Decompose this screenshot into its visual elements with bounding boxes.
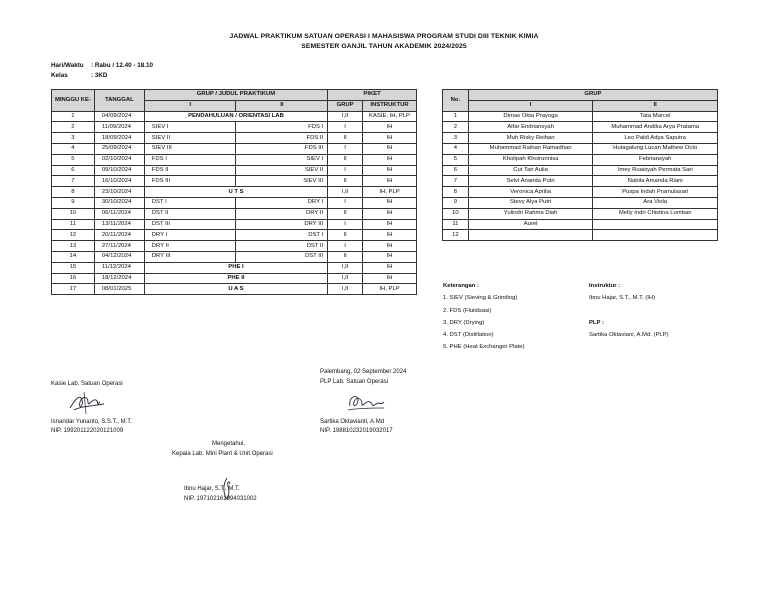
group-row	[443, 208, 718, 219]
group-no-cell: 3	[443, 133, 469, 144]
schedule-row	[52, 262, 417, 273]
piket-instruktur-cell: IH	[363, 122, 417, 133]
schedule-row	[52, 219, 417, 230]
grup-i-cell: DST II	[144, 208, 236, 219]
group-i-member-cell: Muh Risky Reihan	[468, 133, 593, 144]
hari-waktu-label: Hari/Waktu	[51, 62, 84, 69]
group-no-cell: 5	[443, 154, 469, 165]
group-ii-member-cell: Tata Marcel	[593, 111, 718, 122]
tanggal-cell: 04/09/2024	[94, 111, 144, 122]
tanggal-cell: 08/01/2025	[94, 284, 144, 295]
piket-grup-cell: I	[328, 122, 363, 133]
group-ii-member-cell: Melly Indri Chistina Lumban	[593, 208, 718, 219]
grup-ii-cell: DST II	[236, 241, 328, 252]
group-row	[443, 122, 718, 133]
schedule-row	[52, 284, 417, 295]
piket-grup-cell: I	[328, 143, 363, 154]
schedule-row	[52, 143, 417, 154]
grup-i-cell: DRY II	[144, 241, 236, 252]
col-minggu: MINGGU KE-	[52, 90, 95, 112]
group-i-member-cell	[468, 230, 593, 241]
col-piket: PIKET	[328, 90, 417, 101]
grup-ii-cell: DRY I	[236, 197, 328, 208]
schedule-row	[52, 230, 417, 241]
group-no-cell: 7	[443, 176, 469, 187]
grup-ii-cell: DRY II	[236, 208, 328, 219]
piket-grup-cell: I	[328, 197, 363, 208]
place-date: Palembang, 02 September 2024	[320, 369, 407, 375]
schedule-table	[51, 89, 417, 295]
group-row	[443, 133, 718, 144]
minggu-cell: 1	[52, 111, 95, 122]
plp-signature-icon	[344, 390, 388, 416]
grup-i-cell: FDS I	[144, 154, 236, 165]
group-row	[443, 165, 718, 176]
tanggal-cell: 25/09/2024	[94, 143, 144, 154]
col-piket-instruktur: INSTRUKTUR	[363, 100, 417, 111]
piket-instruktur-cell: IH	[363, 154, 417, 165]
group-i-member-cell: Selvi Ananda Putri	[468, 176, 593, 187]
tanggal-cell: 18/09/2024	[94, 133, 144, 144]
legend-item: 3. DRY (Drying)	[443, 319, 485, 326]
col-no: No.	[443, 90, 469, 112]
grup-ii-cell: DRY III	[236, 219, 328, 230]
minggu-cell: 5	[52, 154, 95, 165]
legend-item: 1. SIEV (Sieving & Grinding)	[443, 295, 518, 302]
group-row	[443, 187, 718, 198]
minggu-cell: 11	[52, 219, 95, 230]
minggu-cell: 12	[52, 230, 95, 241]
plp-value: Sartika Oktaviani, A.Md. (PLP)	[589, 332, 669, 339]
group-ii-member-cell	[593, 230, 718, 241]
tanggal-cell: 09/10/2024	[94, 165, 144, 176]
group-i-member-cell: Aurel	[468, 219, 593, 230]
group-i-member-cell: Muhammad Raihan Ramadhan	[468, 143, 593, 154]
group-no-cell: 11	[443, 219, 469, 230]
tanggal-cell: 11/09/2024	[94, 122, 144, 133]
grup-ii-cell: FDS II	[236, 133, 328, 144]
plp-name: Sartika Oktavianti, A.Md	[320, 419, 385, 425]
legend	[443, 280, 525, 354]
piket-instruktur-cell: IH	[363, 251, 417, 262]
tanggal-cell: 18/12/2024	[94, 273, 144, 284]
grup-ii-cell: SIEV III	[236, 176, 328, 187]
group-ii-member-cell: Hutagalung Lucan Mathew Octo	[593, 143, 718, 154]
schedule-row	[52, 187, 417, 198]
judul-span-cell: PHE I	[144, 262, 327, 273]
mengetahui-label: Mengetahui,	[212, 441, 246, 447]
groups-table	[442, 89, 718, 241]
group-i-member-cell: Alfar Endriansyah	[468, 122, 593, 133]
piket-grup-cell: I	[328, 165, 363, 176]
hari-waktu-value: : Rabu / 12.40 - 18.10	[91, 62, 153, 69]
piket-instruktur-cell: IH	[363, 197, 417, 208]
grup-i-cell: FDS II	[144, 165, 236, 176]
group-i-member-cell: Yulindri Rahma Diah	[468, 208, 593, 219]
group-ii-member-cell: Muhammad Andika Arya Pratama	[593, 122, 718, 133]
piket-instruktur-cell: IH	[363, 241, 417, 252]
tanggal-cell: 06/11/2024	[94, 208, 144, 219]
grup-ii-cell: FDS I	[236, 122, 328, 133]
kelas-value: : 3KD	[91, 72, 108, 79]
grup-i-cell: SIEV II	[144, 133, 236, 144]
piket-instruktur-cell: IH	[363, 133, 417, 144]
legend-staff	[589, 280, 669, 341]
schedule-row	[52, 208, 417, 219]
piket-instruktur-cell: IH	[363, 273, 417, 284]
tanggal-cell: 04/12/2024	[94, 251, 144, 262]
col-tanggal: TANGGAL	[94, 90, 144, 112]
piket-grup-cell: I,II	[328, 262, 363, 273]
group-row	[443, 111, 718, 122]
group-row	[443, 143, 718, 154]
tanggal-cell: 23/10/2024	[94, 187, 144, 198]
schedule-row	[52, 154, 417, 165]
group-i-member-cell: Dimas Okta Prayoga	[468, 111, 593, 122]
document-title: JADWAL PRAKTIKUM SATUAN OPERASI I MAHASISWA PROGRAM STUDI DIII TEKNIK KIMIA	[229, 33, 539, 40]
piket-instruktur-cell: IH	[363, 230, 417, 241]
group-no-cell: 10	[443, 208, 469, 219]
tanggal-cell: 20/11/2024	[94, 230, 144, 241]
piket-grup-cell: II	[328, 176, 363, 187]
judul-span-cell: PHE II	[144, 273, 327, 284]
judul-span-cell: PENDAHULUAN / ORIENTASI LAB	[144, 111, 327, 122]
piket-grup-cell: I,II	[328, 284, 363, 295]
kelas-label: Kelas	[51, 72, 68, 79]
legend-item: 5. PHE (Heat Exchanger Plate)	[443, 344, 525, 351]
piket-instruktur-cell: IH	[363, 208, 417, 219]
col-grup: GRUP	[468, 90, 717, 101]
piket-grup-cell: I	[328, 241, 363, 252]
grup-i-cell: DRY III	[144, 251, 236, 262]
grup-ii-cell: DST I	[236, 230, 328, 241]
minggu-cell: 8	[52, 187, 95, 198]
group-no-cell: 9	[443, 197, 469, 208]
piket-instruktur-cell: IH	[363, 143, 417, 154]
grup-ii-cell: SIEV II	[236, 165, 328, 176]
piket-grup-cell: I,II	[328, 273, 363, 284]
kepala-name: Ibnu Hajar, S.T., M.T.	[184, 486, 240, 492]
legend-item: 4. DST (Distillation)	[443, 332, 494, 339]
grup-i-cell: DST III	[144, 219, 236, 230]
schedule-row	[52, 165, 417, 176]
group-i-member-cell: Stevy Alya Putri	[468, 197, 593, 208]
group-row	[443, 197, 718, 208]
keterangan-title: Keterangan :	[443, 283, 480, 289]
kasie-role: Kasie Lab. Satuan Operasi	[51, 381, 123, 387]
piket-instruktur-cell: IH	[363, 219, 417, 230]
minggu-cell: 2	[52, 122, 95, 133]
piket-instruktur-cell: IH	[363, 262, 417, 273]
piket-grup-cell: II	[328, 154, 363, 165]
minggu-cell: 14	[52, 251, 95, 262]
kasie-signature-icon	[66, 390, 108, 416]
minggu-cell: 4	[52, 143, 95, 154]
schedule-row	[52, 273, 417, 284]
group-ii-member-cell: Ara Viola	[593, 197, 718, 208]
schedule-row	[52, 111, 417, 122]
piket-instruktur-cell: IH	[363, 165, 417, 176]
piket-instruktur-cell: IH, PLP	[363, 284, 417, 295]
legend-item: 2. FDS (Fluidisasi)	[443, 307, 492, 314]
tanggal-cell: 13/11/2024	[94, 219, 144, 230]
group-i-member-cell: Veronica Aprilia	[468, 187, 593, 198]
grup-i-cell: SIEV III	[144, 143, 236, 154]
group-row	[443, 176, 718, 187]
minggu-cell: 7	[52, 176, 95, 187]
kepala-nip: NIP. 197102161994031002	[184, 496, 257, 502]
piket-grup-cell: I,II	[328, 111, 363, 122]
tanggal-cell: 02/10/2024	[94, 154, 144, 165]
group-no-cell: 6	[443, 165, 469, 176]
group-ii-member-cell: Leo Paldi Adya Saputra	[593, 133, 718, 144]
minggu-cell: 10	[52, 208, 95, 219]
group-ii-member-cell: Nabila Amanda Riani	[593, 176, 718, 187]
col-group-i: I	[468, 100, 593, 111]
minggu-cell: 15	[52, 262, 95, 273]
grup-i-cell: DRY I	[144, 230, 236, 241]
schedule-row	[52, 241, 417, 252]
group-ii-member-cell	[593, 219, 718, 230]
group-no-cell: 12	[443, 230, 469, 241]
col-group-ii: II	[593, 100, 718, 111]
group-no-cell: 2	[443, 122, 469, 133]
piket-grup-cell: II	[328, 133, 363, 144]
instruktur-title: Instruktur :	[589, 283, 621, 289]
judul-span-cell: U T S	[144, 187, 327, 198]
minggu-cell: 13	[52, 241, 95, 252]
plp-title: PLP :	[589, 319, 604, 326]
group-ii-member-cell: Puspa Indah Pramulasari	[593, 187, 718, 198]
col-grup-judul: GRUP / JUDUL PRAKTIKUM	[144, 90, 327, 101]
piket-grup-cell: II	[328, 230, 363, 241]
piket-instruktur-cell: IH, PLP	[363, 187, 417, 198]
schedule-row	[52, 176, 417, 187]
group-i-member-cell: Cut Tari Aulia	[468, 165, 593, 176]
plp-nip: NIP. 198810232019032017	[320, 428, 393, 434]
col-grup-i: I	[144, 100, 236, 111]
kasie-name: Isnandar Yunanto, S.S.T., M.T.	[51, 419, 132, 425]
group-ii-member-cell: Febriansyah	[593, 154, 718, 165]
instruktur-value: Ibnu Hajar, S.T., M.T. (IH)	[589, 295, 656, 302]
tanggal-cell: 16/10/2024	[94, 176, 144, 187]
grup-i-cell: DST I	[144, 197, 236, 208]
schedule-row	[52, 251, 417, 262]
minggu-cell: 16	[52, 273, 95, 284]
minggu-cell: 9	[52, 197, 95, 208]
grup-i-cell: SIEV I	[144, 122, 236, 133]
col-piket-grup: GRUP	[328, 100, 363, 111]
group-row	[443, 154, 718, 165]
group-ii-member-cell: Imey Ruaisyah Permata Sari	[593, 165, 718, 176]
minggu-cell: 17	[52, 284, 95, 295]
kepala-role: Kepala Lab. Mini Plant & Unit Operasi	[172, 451, 273, 457]
plp-role: PLP Lab. Satuan Operasi	[320, 379, 388, 385]
group-no-cell: 8	[443, 187, 469, 198]
schedule-row	[52, 197, 417, 208]
piket-grup-cell: I	[328, 219, 363, 230]
kasie-nip: NIP. 199201122020121009	[51, 428, 124, 434]
schedule-row	[52, 122, 417, 133]
grup-i-cell: FDS III	[144, 176, 236, 187]
piket-grup-cell: I,II	[328, 187, 363, 198]
piket-grup-cell: II	[328, 208, 363, 219]
group-no-cell: 1	[443, 111, 469, 122]
tanggal-cell: 11/12/2024	[94, 262, 144, 273]
grup-ii-cell: FDS III	[236, 143, 328, 154]
document-subtitle: SEMESTER GANJIL TAHUN AKADEMIK 2024/2025	[301, 43, 467, 50]
minggu-cell: 6	[52, 165, 95, 176]
group-row	[443, 219, 718, 230]
tanggal-cell: 30/10/2024	[94, 197, 144, 208]
group-i-member-cell: Kholipah Khoirunnisa	[468, 154, 593, 165]
grup-ii-cell: DST III	[236, 251, 328, 262]
group-no-cell: 4	[443, 143, 469, 154]
group-row	[443, 230, 718, 241]
piket-instruktur-cell: KASIE, IH, PLP	[363, 111, 417, 122]
piket-grup-cell: II	[328, 251, 363, 262]
schedule-row	[52, 133, 417, 144]
tanggal-cell: 27/11/2024	[94, 241, 144, 252]
grup-ii-cell: SIEV I	[236, 154, 328, 165]
piket-instruktur-cell: IH	[363, 176, 417, 187]
minggu-cell: 3	[52, 133, 95, 144]
judul-span-cell: U A S	[144, 284, 327, 295]
col-grup-ii: II	[236, 100, 328, 111]
